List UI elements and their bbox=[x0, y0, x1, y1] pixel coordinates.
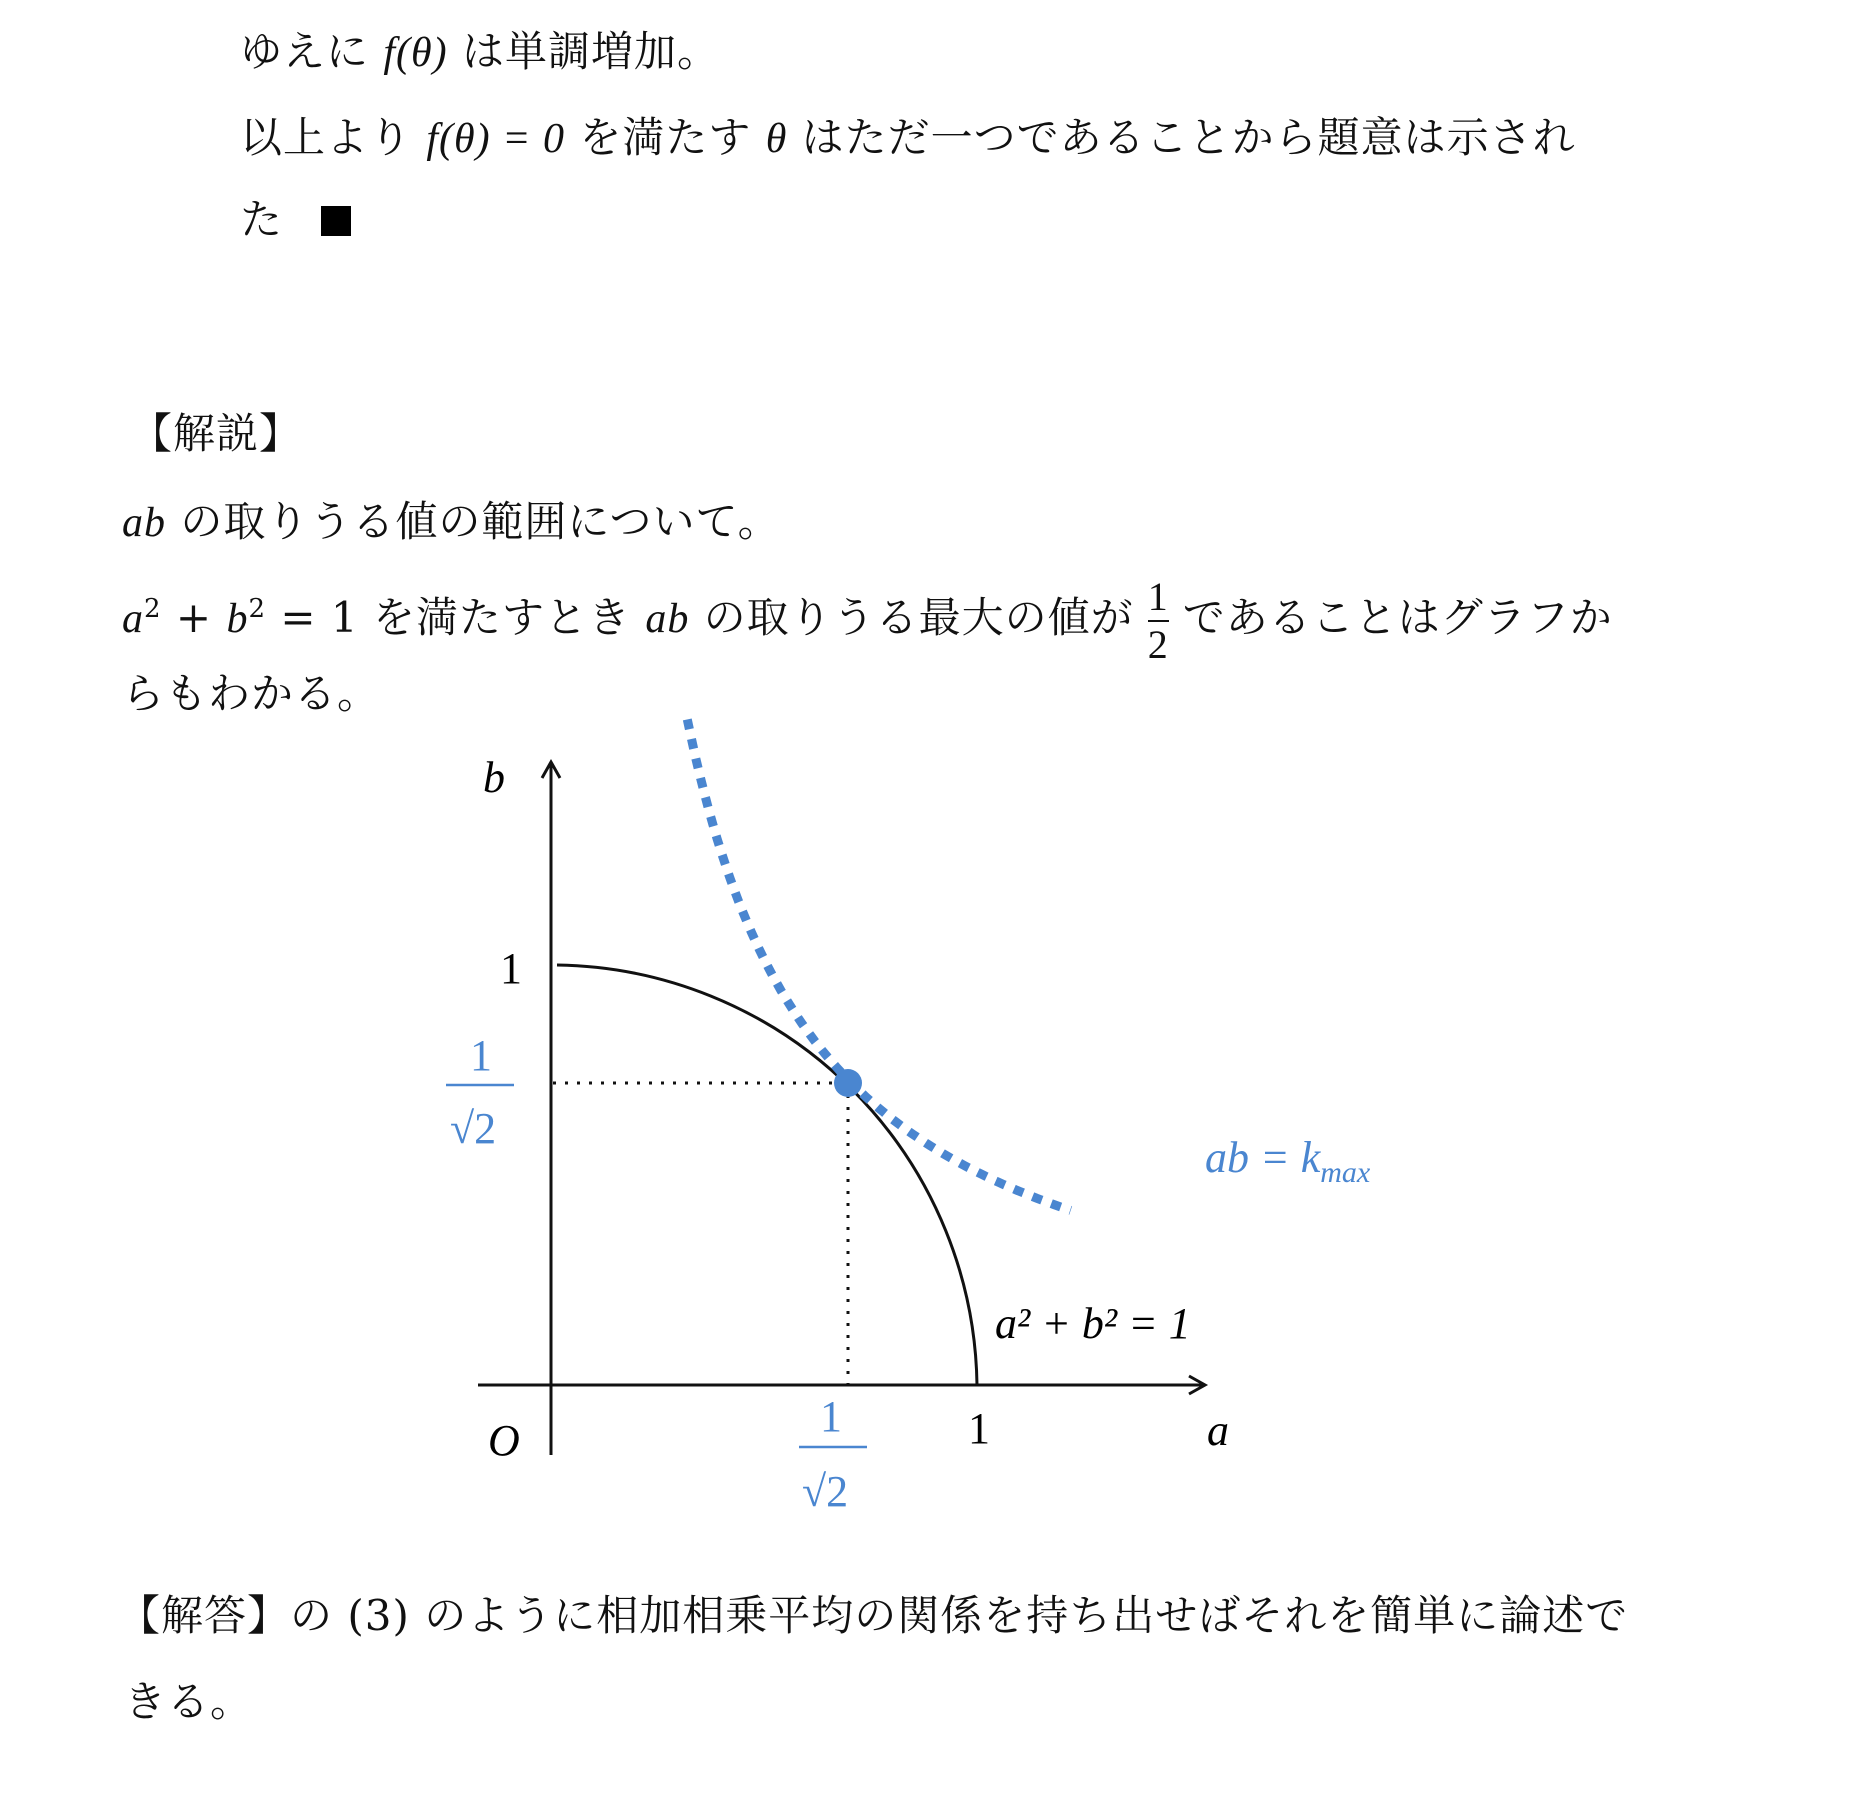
p2-frac-num: 1 bbox=[1147, 574, 1169, 619]
top-line-2-post: はただ一つであることから題意は示され bbox=[787, 113, 1576, 162]
top-line-2-mid: を満たす bbox=[564, 113, 766, 162]
p2-tail: であることはグラフか bbox=[1182, 593, 1613, 642]
top-line-1-pre: ゆえに bbox=[240, 27, 384, 76]
axis-label-a: a bbox=[1207, 1406, 1229, 1455]
p3-text: らもわかる。 bbox=[122, 669, 381, 718]
top-line-2-pre: 以上より bbox=[240, 113, 427, 162]
tick-a-one: 1 bbox=[968, 1404, 990, 1453]
bottom-line-2-text: きる。 bbox=[124, 1677, 254, 1726]
p2-eq: = 1 bbox=[266, 593, 359, 642]
origin-label: O bbox=[488, 1416, 520, 1465]
p1-math: ab bbox=[122, 500, 166, 546]
bottom-line-1 bbox=[118, 1586, 1628, 1646]
bottom-line-1-text: 【解答】の (3) のように相加相乗平均の関係を持ち出せばそれを簡単に論述で bbox=[118, 1591, 1629, 1640]
tick-b-frac-den: √2 bbox=[450, 1104, 497, 1153]
p1-text: の取りうる値の範囲について。 bbox=[166, 497, 781, 546]
top-line-1-math: f(θ) bbox=[383, 30, 448, 76]
p2-sup2: 2 bbox=[248, 594, 266, 624]
p2-plus: + bbox=[161, 593, 227, 642]
p2-post: の取りうる最大の値が bbox=[689, 593, 1134, 642]
p2-sup1: 2 bbox=[144, 594, 162, 624]
axis-label-b: b bbox=[483, 753, 505, 802]
tick-b-one: 1 bbox=[500, 944, 522, 993]
top-line-2-math2: θ bbox=[765, 116, 788, 162]
top-line-2-math1: f(θ) = 0 bbox=[426, 116, 565, 162]
p2-mid: を満たすとき bbox=[358, 593, 646, 642]
bottom-line-2 bbox=[124, 1672, 253, 1732]
p2-frac-den: 2 bbox=[1147, 622, 1169, 667]
hyperbola-curve bbox=[687, 719, 1070, 1210]
top-line-1-post: は単調増加。 bbox=[447, 27, 720, 76]
tick-b-frac-num: 1 bbox=[470, 1031, 492, 1080]
p2-math-a: a bbox=[122, 596, 144, 642]
tick-a-frac-num: 1 bbox=[820, 1392, 842, 1441]
circle-label: a² + b² = 1 bbox=[995, 1299, 1191, 1348]
tangent-point bbox=[834, 1069, 862, 1097]
p2-math-ab: ab bbox=[645, 596, 690, 642]
top-line-3-text: た bbox=[240, 195, 284, 244]
hyperbola-label bbox=[1205, 1133, 1371, 1189]
section-heading-text: 【解説】 bbox=[130, 409, 303, 458]
hyperbola-label-sub: max bbox=[1320, 1156, 1371, 1189]
p2-math-b: b bbox=[226, 596, 249, 642]
tick-a-frac-den: √2 bbox=[802, 1467, 849, 1516]
unit-circle-arc bbox=[557, 965, 977, 1385]
hyperbola-label-main: ab = k bbox=[1205, 1133, 1321, 1182]
